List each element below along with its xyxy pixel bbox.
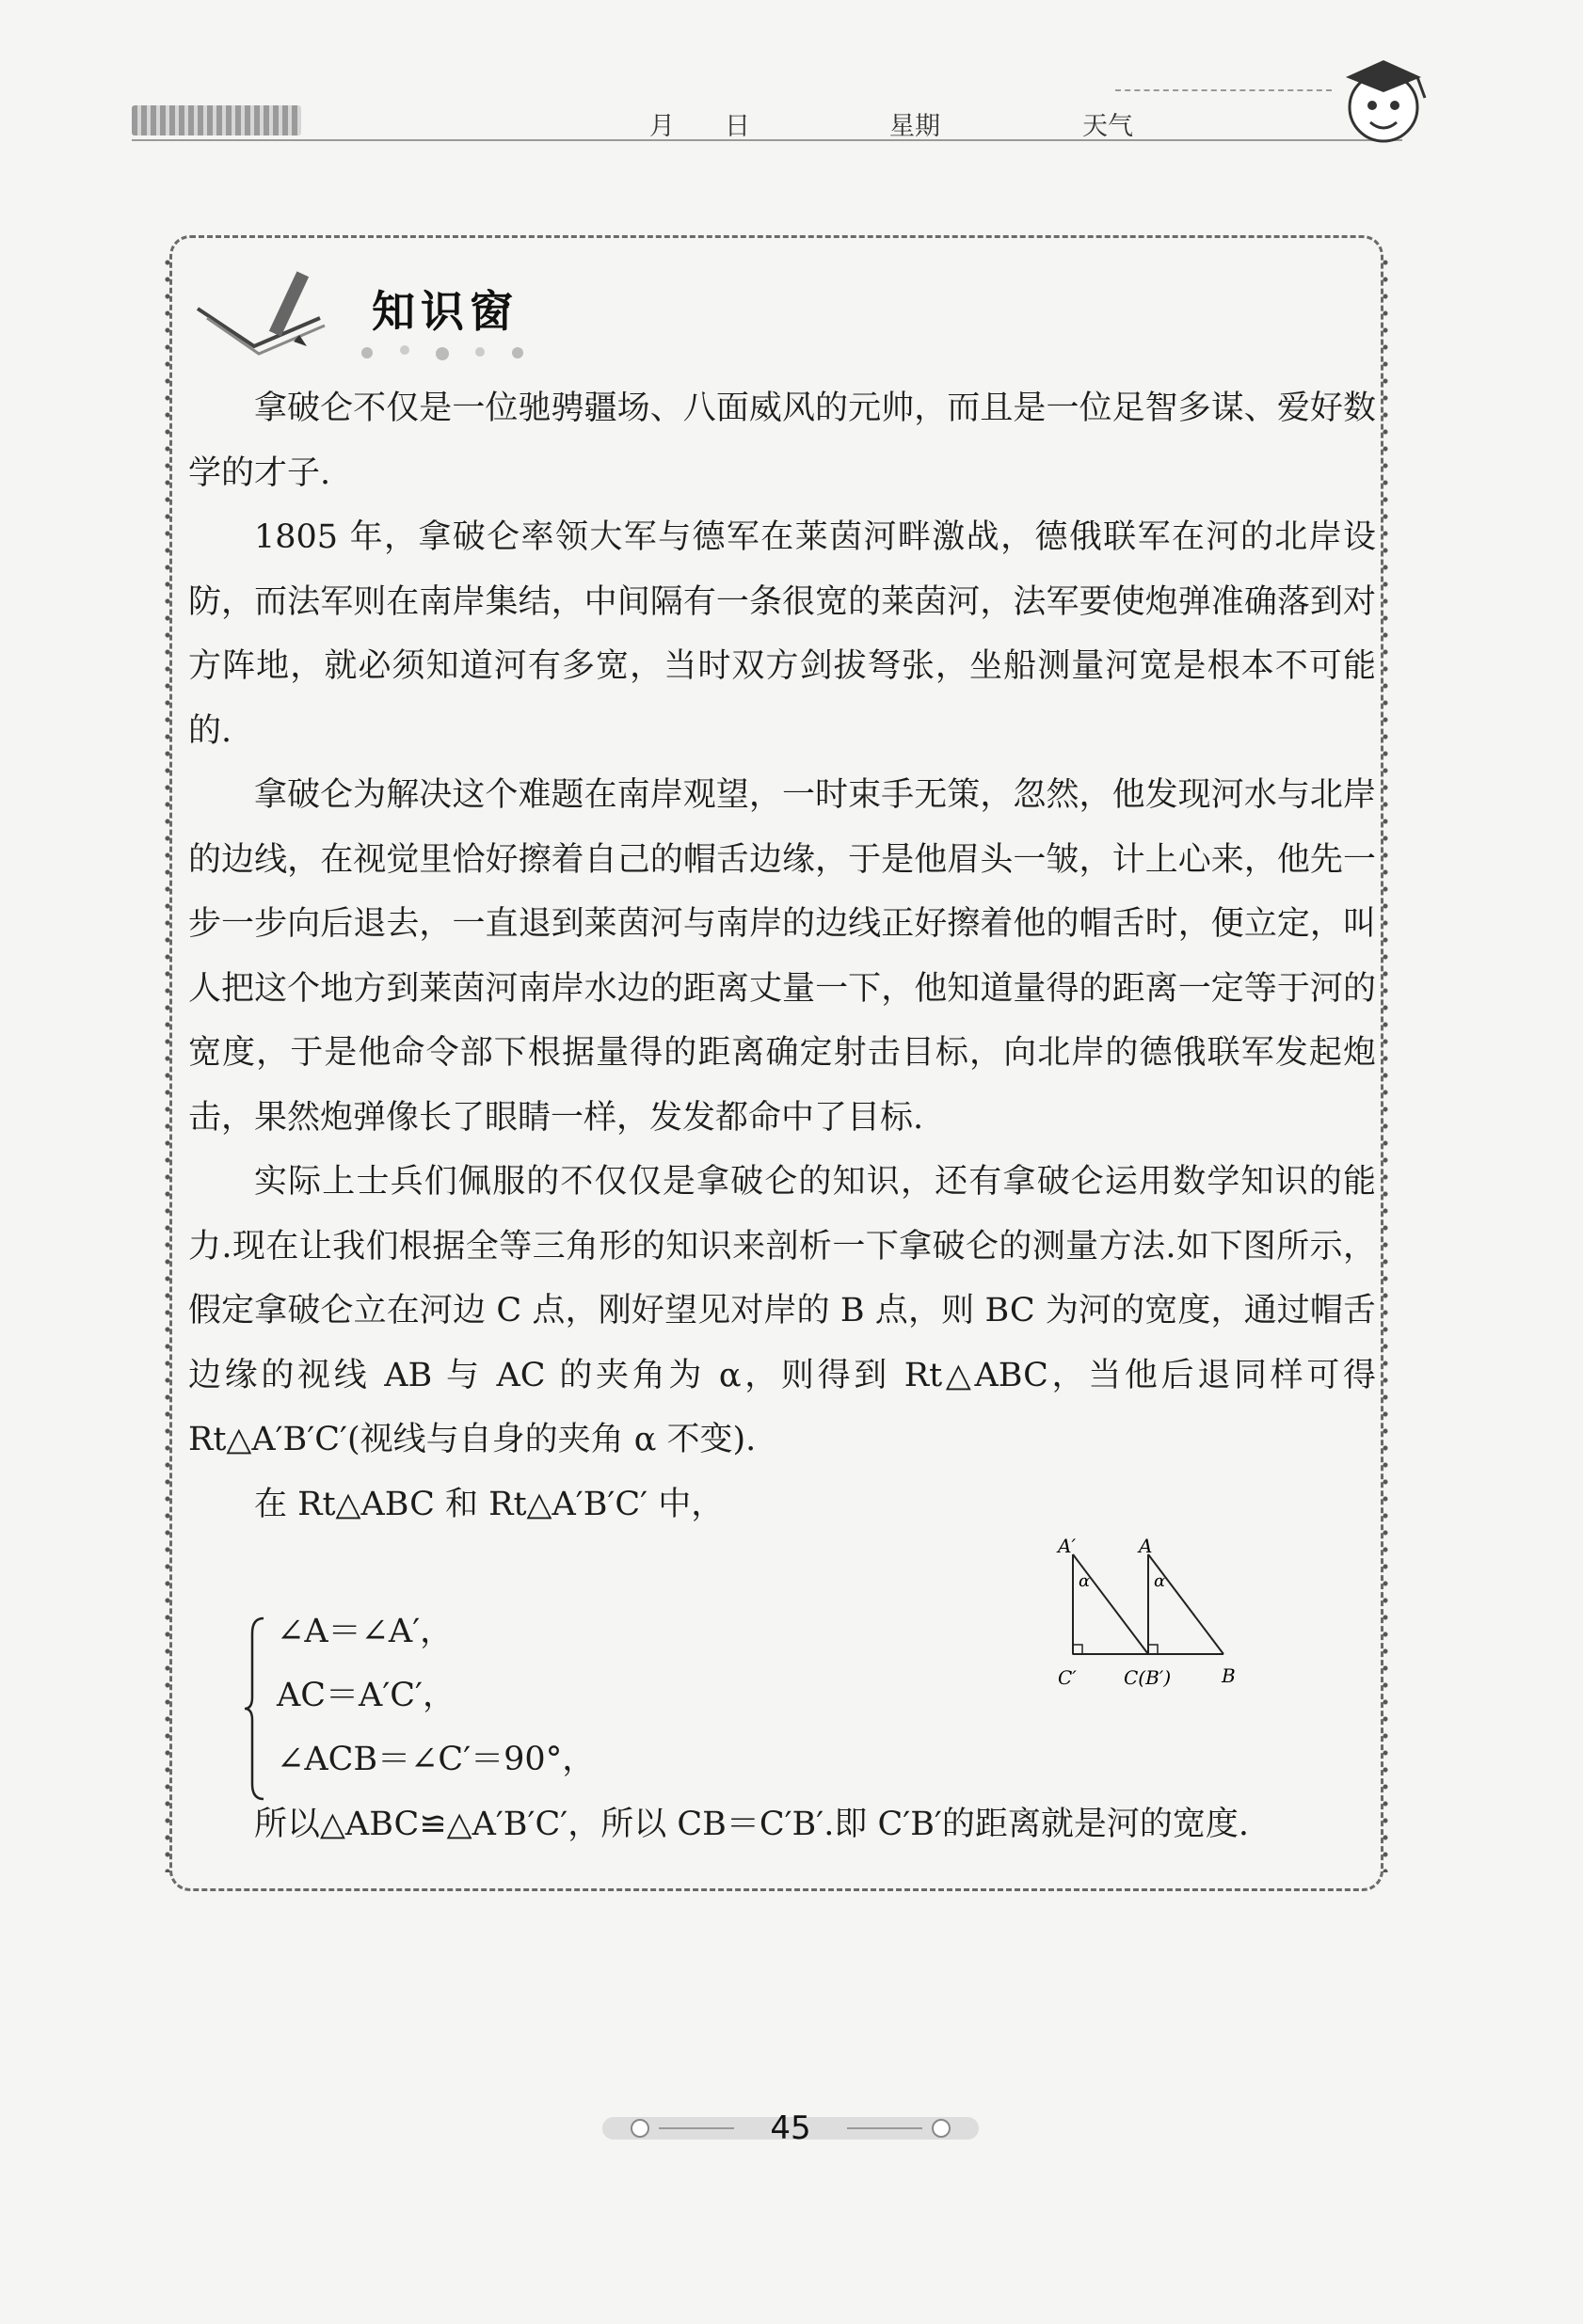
header-weekday-label: 星期 (889, 112, 940, 141)
label-alpha-2: α (1154, 1571, 1166, 1591)
paragraph-4: 实际上士兵们佩服的不仅仅是拿破仑的知识，还有拿破仑运用数学知识的能力.现在让我们根据全等三角形的知识来剖析一下拿破仑的测量方法.如下图所示，假定拿破仑立在河边 C 点，刚好望见对岸的 B 点，则 BC 为河的宽度，通过帽舌边缘的视线 AB 与 AC 的夹角为 α，则得到 Rt△ABC，当他后退同样可得 Rt△A′B′C′(视线与自身的夹角 α 不变). (188, 1163, 1376, 1458)
header-rule (132, 139, 1402, 141)
pencil-book-icon (188, 252, 367, 365)
proof-conditions (254, 1600, 595, 1791)
condition-angle: ∠A＝∠A′， (277, 1613, 454, 1650)
section-title: 知识窗 (372, 286, 519, 337)
mascot-graduate-icon (1327, 49, 1440, 148)
label-c-b-prime: C(B′) (1124, 1666, 1172, 1689)
label-b: B (1222, 1664, 1236, 1687)
condition-right-angle: ∠ACB＝∠C′＝90°， (277, 1741, 596, 1778)
condition-side: AC＝A′C′， (277, 1677, 456, 1714)
triangle-figure (1054, 1534, 1336, 1698)
label-c-prime: C′ (1058, 1666, 1077, 1689)
proof-conclusion-block (188, 1792, 1376, 1856)
header-day-label: 日 (725, 112, 750, 141)
frame-dots-left (162, 254, 173, 1872)
title-decor-dots (348, 339, 536, 367)
frame-dots-right (1380, 254, 1391, 1872)
label-a-prime: A′ (1058, 1535, 1076, 1557)
proof-intro: 在 Rt△ABC 和 Rt△A′B′C′ 中， (254, 1485, 725, 1523)
body-text (188, 376, 1376, 1536)
paragraph-3: 拿破仑为解决这个难题在南岸观望，一时束手无策，忽然，他发现河水与北岸的边线，在视觉里恰好擦着自己的帽舌边缘，于是他眉头一皱，计上心来，他先一步一步向后退去，一直退到莱茵河与南岸的边线正好擦着他的帽舌时，便立定，叫人把这个地方到莱茵河南岸水边的距离丈量一下，他知道量得的距离一定等于河的宽度，于是他命令部下根据量得的距离确定射击目标，向北岸的德俄联军发起炮击，果然炮弹像长了眼睛一样，发发都命中了目标. (188, 776, 1376, 1137)
label-a: A (1139, 1535, 1153, 1557)
paragraph-2: 1805 年，拿破仑率领大军与德军在莱茵河畔激战，德俄联军在河的北岸设防，而法军则在南岸集结，中间隔有一条很宽的莱茵河，法军要使炮弹准确落到对方阵地，就必须知道河有多宽，当时双方剑拔弩张，坐船测量河宽是根本不可能的. (188, 518, 1376, 750)
header-decorative-strip (132, 105, 301, 135)
footer (602, 2108, 979, 2149)
header-weather-label: 天气 (1082, 112, 1133, 141)
paragraph-1: 拿破仑不仅是一位驰骋疆场、八面威风的元帅，而且是一位足智多谋、爱好数学的才子. (188, 390, 1376, 492)
label-alpha-1: α (1079, 1571, 1091, 1591)
header-deco-line (1115, 89, 1332, 91)
header-month-label: 月 (649, 112, 675, 141)
page-number: 45 (770, 2109, 811, 2147)
proof-conclusion: 所以△ABC≌△A′B′C′，所以 CB＝C′B′.即 C′B′的距离就是河的宽度. (254, 1806, 1249, 1843)
